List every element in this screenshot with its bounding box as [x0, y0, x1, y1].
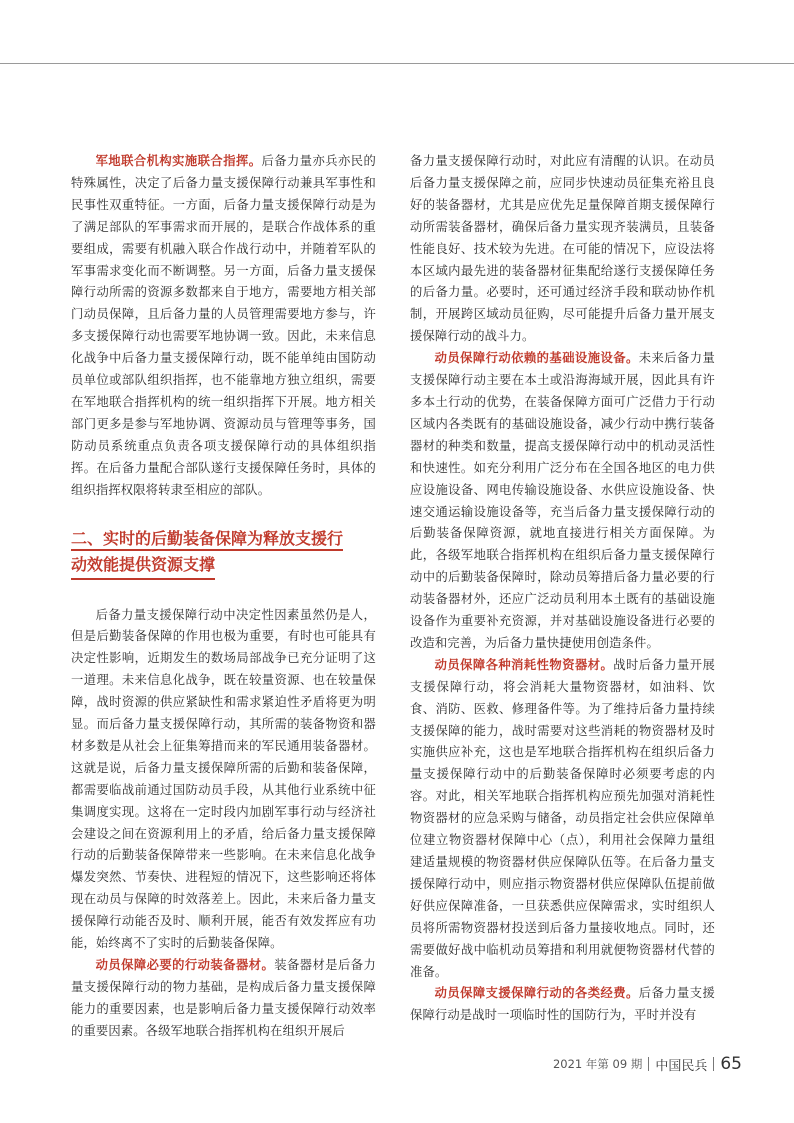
paragraph: 备力量支援保障行动时，对此应有清醒的认识。在动员后备力量支援保障之前，应同步快速动员征集充裕且良好的装备器材，尤其是应优先足量保障首期支援保障行动所需装备器材，确保后备力量实现齐装满员，且装备性能良好、技术较为先进。在可能的情况下，应设法将本区域内最先进的装备器材征集配给遂行支援保障任务的后备力量。必要时，还可通过经济手段和联动协作机制，开展跨区域动员征购，尽可能提升后备力量开展支援保障行动的战斗力。 [410, 154, 715, 344]
paragraph: 后备力量支援保障行动中决定性因素虽然仍是人，但是后勤装备保障的作用也极为重要，有时也可能具有决定性影响，近期发生的数场局部战争已充分证明了这一道理。未来信息化战争，既在较量资源、也在较量保障，战时资源的供应紧缺性和需求紧迫性矛盾将更为明显。而后备力量支援保障行动，其所需的装备物资和器材多数是从社会上征集筹措而来的军民通用装备器材。这就是说，后备力量支援保障所需的后勤和装备保障，都需要临战前通过国防动员手段，从其他行业系统中征集调度实现。这将在一定时段内加剧军事行动与经济社会建设之间在资源利用上的矛盾，给后备力量支援保障行动的后勤装备保障带来一些影响。在未来信息化战争爆发突然、节奏快、进程短的情况下，这些影响还将体现在动员与保障的时效落差上。因此，未来后备力量支援保障行动能否及时、顺利开展，能否有效发挥应有功能，始终离不了实时的后勤装备保障。 [71, 607, 376, 951]
paragraph-lead: 动员保障必要的行动装备器材。 [95, 958, 275, 972]
paragraph-text: 后备力量亦兵亦民的特殊属性，决定了后备力量支援保障行动兼具军事性和民事性双重特征。一方面，后备力量支援保障行动是为了满足部队的军事需求而开展的，是联合作战体系的重要组成，需要有机融入联合作战行动中，并随着军队的军事需求变化而不断调整。另一方面，后备力量支援保障行动所需的资源多数都来自于地方，需要地方相关部门动员保障，且后备力量的人员管理需要地方参与，许多支援保障行动也需要军地协调一致。因此，未来信息化战争中后备力量支援保障行动，既不能单纯由国防动员单位或部队组织指挥，也不能靠地方独立组织，需要在军地联合指挥机构的统一组织指挥下开展。地方相关部门更多是参与军地协调、资源动员与管理等事务，国防动员系统重点负责各项支援保障行动的具体组织指挥。在后备力量配合部队遂行支援保障任务时，具体的组织指挥权限将转隶至相应的部队。 [71, 154, 376, 497]
magazine-name: 中国民兵 [655, 1058, 708, 1074]
paragraph [410, 348, 715, 655]
paragraph-lead: 动员保障支援保障行动的各类经费。 [434, 986, 639, 1001]
paragraph-lead: 军地联合机构实施联合指挥。 [95, 154, 262, 168]
issue-label: 2021 年第 09 期 [552, 1057, 643, 1071]
paragraph-text: 后备力量支援保障行动是战时一项临时性的国防行为，平时并没有 [410, 986, 715, 1023]
section-heading-line1: 二、实时的后勤装备保障为释放支援行 [71, 529, 343, 551]
paragraph-lead: 动员保障行动依赖的基础设施设备。 [434, 351, 639, 366]
section-heading [71, 527, 376, 580]
paragraph [410, 655, 715, 984]
footer-divider [648, 1057, 649, 1071]
paragraph-text: 未来后备力量支援保障行动主要在本土或沿海海域开展，因此具有许多本土行动的优势，在装备保障方面可广泛借力于行动区域内各类既有的基础设施设备，减少行动中携行装备器材的种类和数量，提高支援保障行动中的机动灵活性和快速性。如充分利用广泛分布在全国各地区的电力供应设施设备、网电传输设施设备、水供应设施设备、快速交通运输设施设备等，充当后备力量支援保障行动的后勤装备保障资源，就地直接进行相关方面保障。为此，各级军地联合指挥机构在组织后备力量支援保障行动中的后勤装备保障时，除动员筹措后备力量必要的行动装备器材外，还应广泛动员利用本土既有的基础设施设备作为重要补充资源，并对基础设施设备进行必要的改造和完善，为后备力量快捷使用创造条件。 [410, 351, 715, 650]
paragraph-text: 战时后备力量开展支援保障行动，将会消耗大量物资器材，如油料、饮食、消防、医救、修理备件等。为了维持后备力量持续支援保障的能力，战时需要对这些消耗的物资器材及时实施供应补充，这也是军地联合指挥机构在组织后备力量支援保障行动中的后勤装备保障时必须要考虑的内容。对此，相关军地联合指挥机构应预先加强对消耗性物资器材的应急采购与储备，动员指定社会供应保障单位建立物资器材保障中心（点），利用社会保障力量组建适量规模的物资器材供应保障队伍等。在后备力量支援保障行动中，则应指示物资器材供应保障队伍提前做好供应保障准备，一旦获悉供应保障需求，实时组织人员将所需物资器材投送到后备力量接收地点。同时，还需要做好战中临机动员筹措和利用就便物资器材代替的准备。 [410, 657, 715, 979]
paragraph [71, 955, 376, 1043]
right-column [410, 151, 715, 1027]
section-heading-line2: 动效能提供资源支撑 [71, 553, 215, 580]
paragraph [71, 151, 376, 502]
page-number: 65 [720, 1054, 742, 1074]
paragraph [410, 983, 715, 1027]
paragraph-lead: 动员保障各种消耗性物资器材。 [434, 657, 614, 672]
paragraph-text: 装备器材是后备力量支援保障行动的物力基础，是构成后备力量支援保障能力的重要因素，也是影响后备力量支援保障行动效率的重要因素。各级军地联合指挥机构在组织开展后 [71, 958, 376, 1038]
footer-divider [713, 1057, 714, 1071]
header-rule [0, 63, 794, 64]
page-footer [553, 1054, 742, 1074]
left-column [71, 151, 376, 1043]
